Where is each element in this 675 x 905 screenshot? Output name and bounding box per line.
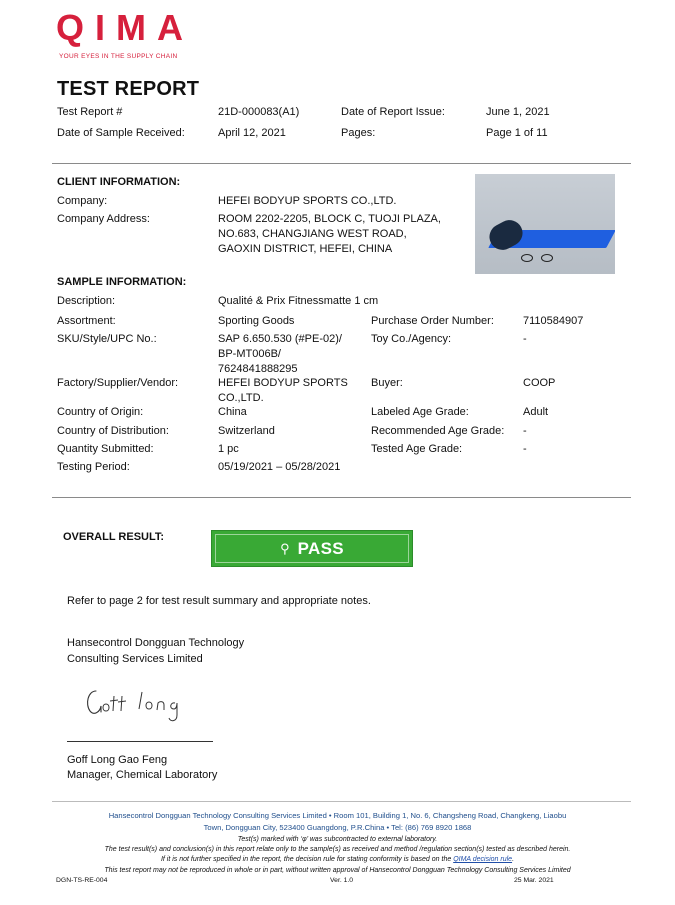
footer-note-decision [40, 856, 635, 863]
sample-received-label: Date of Sample Received: [57, 127, 185, 139]
sku-label: SKU/Style/UPC No.: [57, 333, 157, 345]
divider [52, 163, 631, 164]
doc-code: DGN-TS-RE-004 [56, 877, 108, 884]
sku-line: 7624841888295 [218, 363, 298, 375]
strap-ring-shape [521, 254, 533, 262]
assortment-label: Assortment: [57, 315, 116, 327]
company-label: Company: [57, 195, 108, 207]
testing-period-value: 05/19/2021 – 05/28/2021 [218, 461, 341, 473]
address-label: Company Address: [57, 213, 150, 225]
divider [52, 497, 631, 498]
pages-value: Page 1 of 11 [486, 127, 548, 139]
footer-address: Town, Dongguan City, 523400 Guangdong, P.R.China • Tel: (86) 769 8920 1868 [203, 823, 472, 832]
sample-received-value: April 12, 2021 [218, 127, 286, 139]
pass-label: PASS [297, 538, 344, 558]
signatory-name: Goff Long Gao Feng [67, 754, 168, 766]
distribution-label: Country of Distribution: [57, 425, 169, 437]
decision-rule-link[interactable]: QIMA decision rule [453, 856, 513, 863]
pages-label: Pages: [341, 127, 376, 139]
sample-info-heading: SAMPLE INFORMATION: [57, 276, 187, 288]
origin-value: China [218, 406, 247, 418]
recommended-age-value: - [523, 425, 527, 437]
quantity-value: 1 pc [218, 443, 239, 455]
toy-agency-label: Toy Co./Agency: [371, 333, 452, 345]
test-report-value: 21D-000083(A1) [218, 106, 300, 118]
po-label: Purchase Order Number: [371, 315, 494, 327]
issue-date-label: Date of Report Issue: [341, 106, 445, 118]
logo-tagline: YOUR EYES IN THE SUPPLY CHAIN [59, 53, 178, 60]
distribution-value: Switzerland [218, 425, 275, 437]
footer-note-text: . [512, 856, 515, 863]
issue-date-value: June 1, 2021 [486, 106, 550, 118]
qima-logo: QIMA [56, 7, 194, 48]
factory-line: HEFEI BODYUP SPORTS [218, 377, 348, 389]
description-value: Qualité & Prix Fitnessmatte 1 cm [218, 295, 379, 307]
handwritten-signature [82, 682, 192, 724]
sample-photo [475, 174, 615, 274]
toy-agency-value: - [523, 333, 527, 345]
badge-inner-border [215, 534, 409, 563]
overall-result-heading: OVERALL RESULT: [63, 531, 165, 543]
testing-period-label: Testing Period: [57, 461, 130, 473]
factory-label: Factory/Supplier/Vendor: [57, 377, 179, 389]
assortment-value: Sporting Goods [218, 315, 295, 327]
sku-line: BP-MT006B/ [218, 348, 281, 360]
signatory-company-line: Hansecontrol Dongguan Technology [67, 637, 245, 649]
buyer-label: Buyer: [371, 377, 403, 389]
recommended-age-label: Recommended Age Grade: [371, 425, 505, 437]
company-value: HEFEI BODYUP SPORTS CO.,LTD. [218, 195, 397, 207]
signature-line [67, 741, 213, 742]
sku-line: SAP 6.650.530 (#PE-02)/ [218, 333, 342, 345]
client-info-heading: CLIENT INFORMATION: [57, 176, 181, 188]
buyer-value: COOP [523, 377, 556, 389]
footer-note: The test result(s) and conclusion(s) in this report relate only to the sample(s) as received and method /regulation section(s) tested as described herein. [104, 846, 571, 853]
footer-address: Hansecontrol Dongguan Technology Consulting Services Limited • Room 101, Building 1, No. 6, Changsheng Road, Changkeng, Liaobu [108, 811, 567, 820]
pass-badge [211, 530, 413, 567]
footer-note: This test report may not be reproduced in whole or in part, without written approval of Hansecontrol Dongguan Technology Consulting Services Limited [104, 867, 571, 874]
test-report-label: Test Report # [57, 106, 123, 118]
address-line: NO.683, CHANGJIANG WEST ROAD, [218, 228, 407, 240]
address-line: ROOM 2202-2205, BLOCK C, TUOJI PLAZA, [218, 213, 441, 225]
description-label: Description: [57, 295, 116, 307]
result-note: Refer to page 2 for test result summary and appropriate notes. [67, 595, 371, 607]
strap-ring-shape [541, 254, 553, 262]
origin-label: Country of Origin: [57, 406, 144, 418]
tested-age-label: Tested Age Grade: [371, 443, 463, 455]
page-title: TEST REPORT [57, 78, 200, 100]
labeled-age-label: Labeled Age Grade: [371, 406, 469, 418]
doc-version: Ver. 1.0 [330, 877, 354, 884]
signatory-company-line: Consulting Services Limited [67, 653, 203, 665]
footer-note: Test(s) marked with ‘φ’ was subcontracted to external laboratory. [237, 836, 438, 843]
factory-line: CO.,LTD. [218, 392, 264, 404]
labeled-age-value: Adult [523, 406, 549, 418]
quantity-label: Quantity Submitted: [57, 443, 154, 455]
footer-note-text: If it is not further specified in the report, the decision rule for stating conformity is based on the [160, 856, 452, 863]
signatory-role: Manager, Chemical Laboratory [67, 769, 218, 781]
footer-divider [52, 801, 631, 802]
mat-roll-shape [485, 216, 527, 255]
address-line: GAOXIN DISTRICT, HEFEI, CHINA [218, 243, 393, 255]
pass-icon: ⚲ [280, 540, 290, 556]
tested-age-value: - [523, 443, 527, 455]
doc-date: 25 Mar. 2021 [514, 877, 554, 884]
po-value: 7110584907 [523, 315, 584, 327]
